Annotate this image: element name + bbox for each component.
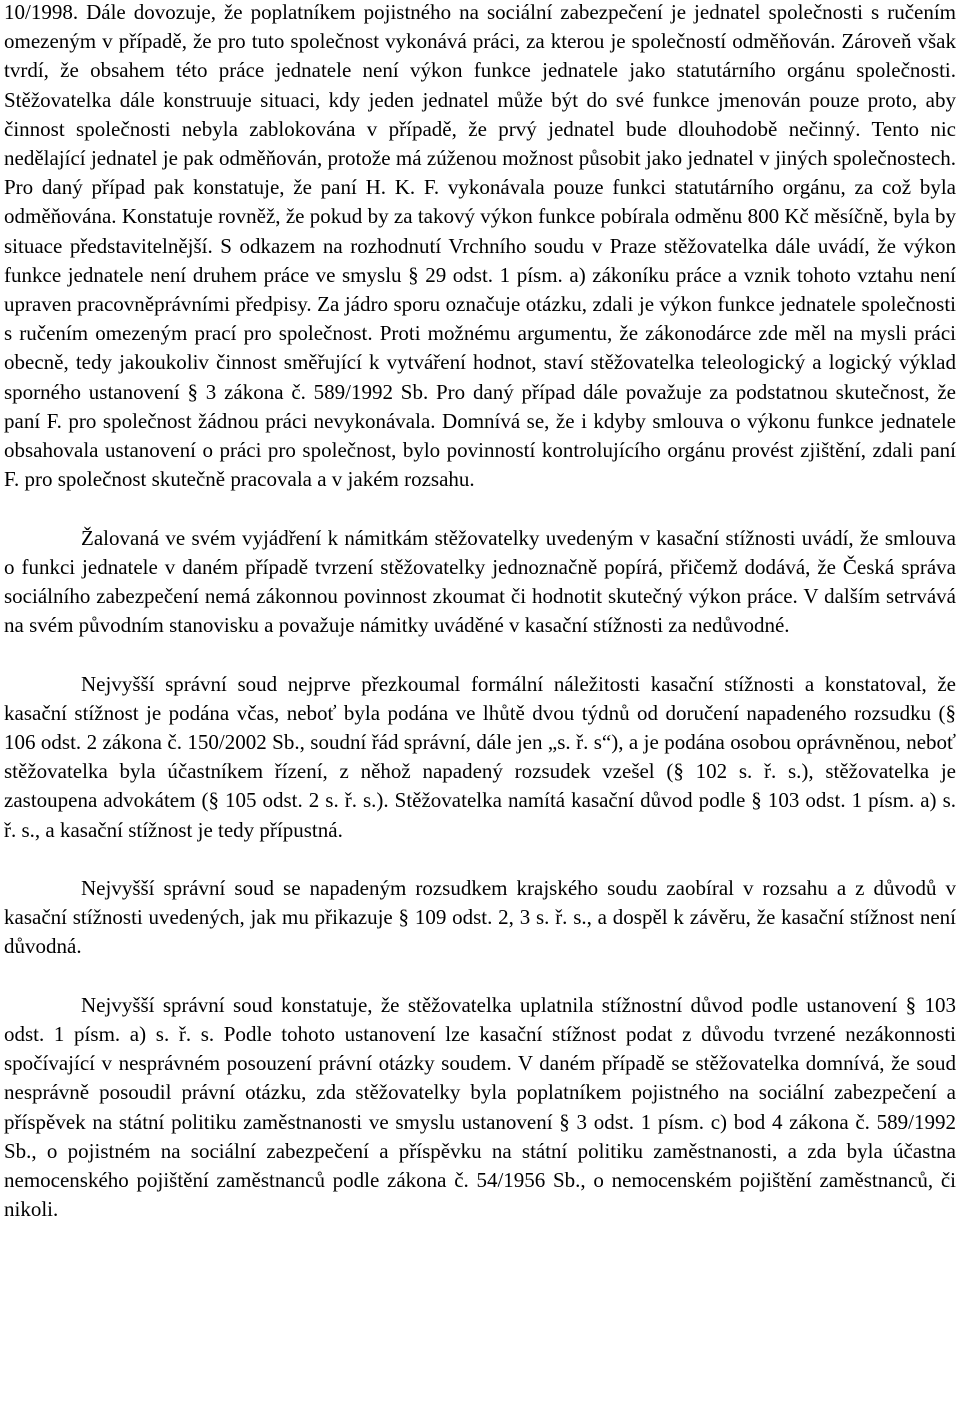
paragraph-rozsah-prezkumu: Nejvyšší správní soud se napadeným rozsudkem krajského soudu zaobíral v rozsahu a z důvodů v kasační stížnosti uvedených, jak mu přikazuje § 109 odst. 2, 3 s. ř. s., a dospěl k závěru, že kasační stížnost není důvodná. (4, 876, 956, 959)
document-page (4, 0, 956, 1224)
paragraph-formalni-nalezitosti: Nejvyšší správní soud nejprve přezkoumal formální náležitosti kasační stížnosti a konstatoval, že kasační stížnost je podána včas, neboť byla podána ve lhůtě dvou týdnů od doručení napadeného rozsudku (§ 106 odst. 2 zákona č. 150/2002 Sb., soudní řád správní, dále jen „s. ř. s“), a je podána osobou oprávněnou, neboť stěžovatelka byla účastníkem řízení, z něhož napadený rozsudek vzešel (§ 102 s. ř. s.), stěžovatelka je zastoupena advokátem (§ 105 odst. 2 s. ř. s.). Stěžovatelka namítá kasační důvod podle § 103 odst. 1 písm. a) s. ř. s., a kasační stížnost je tedy přípustná. (4, 671, 956, 842)
paragraph-stiznostni-duvod: Nejvyšší správní soud konstatuje, že stěžovatelka uplatnila stížnostní důvod podle ustanovení § 103 odst. 1 písm. a) s. ř. s. Podle tohoto ustanovení lze kasační stížnost podat z důvodu tvrzené nezákonnosti spočívající v nesprávném posouzení právní otázky soudem. V daném případě se stěžovatelka domnívá, že soud nesprávně posoudil právní otázku, zda stěžovatelky byla poplatníkem pojistného na sociální zabezpečení a příspěvek na státní politiku zaměstnanosti ve smyslu ustanovení § 3 odst. 1 písm. c) bod 4 zákona č. 589/1992 Sb., o pojistném na sociální zabezpečení a příspěvku na státní politiku zaměstnanosti, a zda byla účastna nemocenského pojištění zaměstnanců podle zákona č. 54/1956 Sb., o nemocenském pojištění zaměstnanců, či nikoli. (4, 992, 956, 1222)
paragraph-stezovatelka-argument: 10/1998. Dále dovozuje, že poplatníkem pojistného na sociální zabezpečení je jednatel společnosti s ručením omezeným v případě, že pro tuto společnost vykonává práci, za kterou je společností odměňován. Zároveň však tvrdí, že obsahem této práce jednatele není výkon funkce jednatele jako statutárního orgánu společnosti. Stěžovatelka dále konstruuje situaci, kdy jeden jednatel může být do své funkce jmenován pouze proto, aby činnost společnosti nebyla zablokována v případě, že prvý jednatel bude dlouhodobě nečinný. Tento nic nedělající jednatel je pak odměňován, protože má zúženou možnost působit jako jednatel v jiných společnostech. Pro daný případ pak konstatuje, že paní H. K. F. vykonávala pouze funkci statutárního orgánu, za což byla odměňována. Konstatuje rovněž, že pokud by za takový výkon funkce pobírala odměnu 800 Kč měsíčně, byla by situace představitelnější. S odkazem na rozhodnutí Vrchního soudu v Praze stěžovatelka dále uvádí, že výkon funkce jednatele není druhem práce ve smyslu § 29 odst. 1 písm. a) zákoníku práce a vznik tohoto vztahu není upraven pracovněprávními předpisy. Za jádro sporu označuje otázku, zdali je výkon funkce jednatele společnosti s ručením omezeným prací pro společnost. Proti možnému argumentu, že zákonodárce zde měl na mysli práci obecně, tedy jakoukoliv činnost směřující k vytváření hodnot, staví stěžovatelka teleologický a logický výklad sporného ustanovení § 3 zákona č. 589/1992 Sb. Pro daný případ dále považuje za podstatnou skutečnost, že paní F. pro společnost žádnou práci nevykonávala. Domnívá se, že i kdyby smlouva o výkonu funkce jednatele obsahovala ustanovení o práci pro společnost, bylo povinností kontrolujícího orgánu provést zjištění, zdali paní F. pro společnost skutečně pracovala a v jakém rozsahu. (4, 0, 956, 492)
paragraph-zalovana-vyjadreni: Žalovaná ve svém vyjádření k námitkám stěžovatelky uvedeným v kasační stížnosti uvádí, že smlouva o funkci jednatele v daném případě tvrzení stěžovatelky jednoznačně popírá, přičemž dodává, že Česká správa sociálního zabezpečení nemá zákonnou povinnost zkoumat či hodnotit skutečný výkon práce. V dalším setrvává na svém původním stanovisku a považuje námitky uváděné v kasační stížnosti za nedůvodné. (4, 525, 956, 638)
